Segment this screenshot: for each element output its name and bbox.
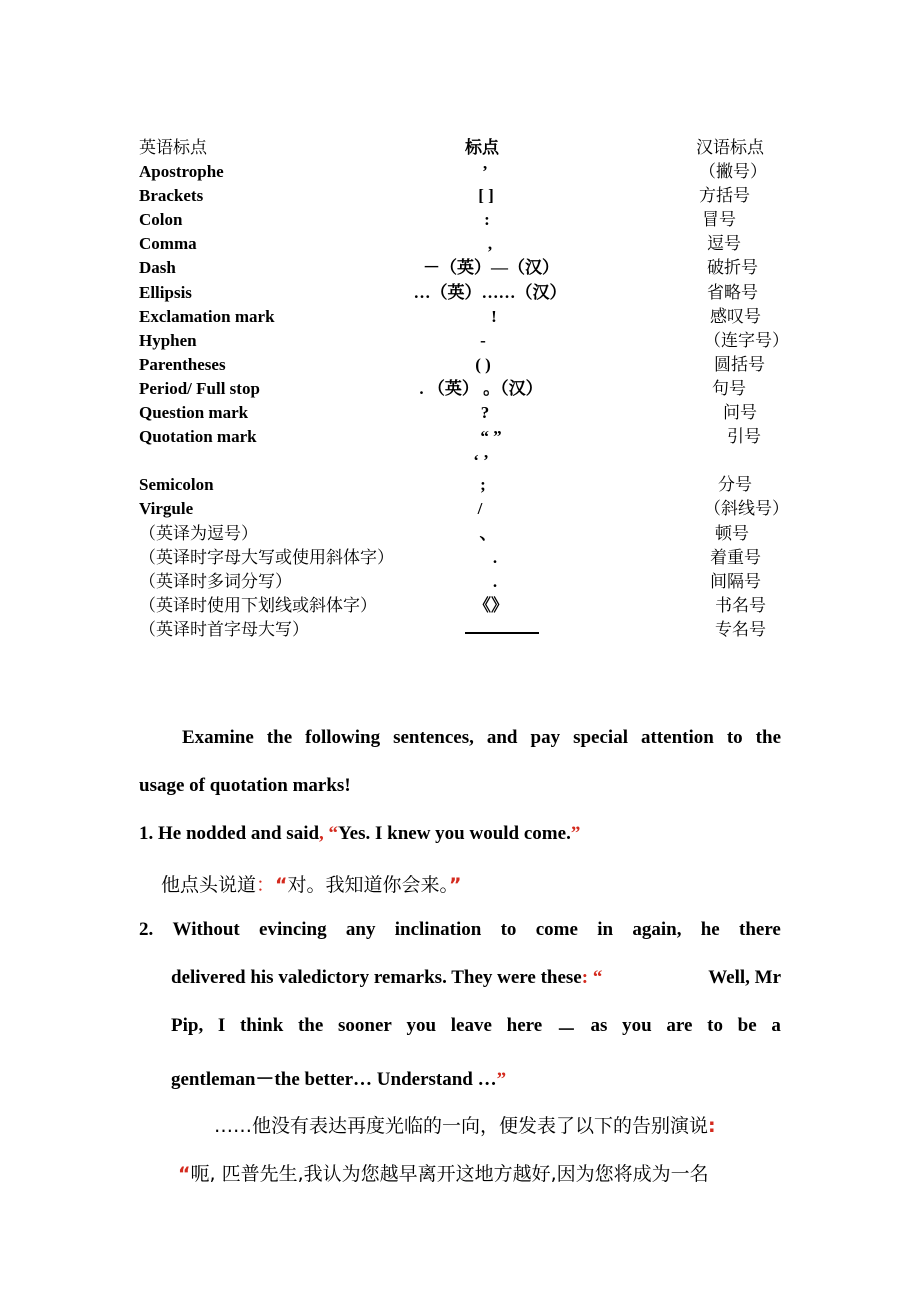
row-chinese: 引号 — [727, 427, 761, 447]
word: as — [590, 1015, 608, 1036]
word: leave — [450, 1015, 492, 1036]
table-row — [139, 281, 799, 305]
row-mark: －（英）—（汉） — [423, 258, 559, 278]
row-chinese: 圆括号 — [714, 354, 765, 374]
row-english: Semicolon — [139, 475, 214, 495]
row-mark: . — [492, 571, 498, 591]
header-mark: 标点 — [465, 138, 499, 157]
word: any — [345, 919, 376, 940]
example-2-open-quote: “ — [588, 967, 603, 988]
row-mark: ? — [480, 403, 490, 423]
row-chinese: 分号 — [718, 475, 752, 495]
word: you — [406, 1015, 437, 1036]
example-1-close-quote: ” — [570, 823, 581, 844]
row-english: Period/ Full stop — [139, 378, 260, 398]
row-chinese: 冒号 — [702, 210, 736, 230]
row-english: （英译时字母大写或使用斜体字） — [139, 547, 394, 567]
table-row — [139, 305, 799, 329]
row-mark: 、 — [479, 523, 497, 543]
example-1-zh-open-quote: “ — [275, 874, 288, 896]
table-row — [139, 184, 799, 208]
header-english: 英语标点 — [139, 138, 207, 157]
example-1-zh-lead: 他点头说道 — [161, 874, 257, 896]
table-row — [139, 425, 799, 449]
table-row — [139, 449, 799, 473]
table-row — [139, 208, 799, 232]
table-header — [139, 136, 799, 160]
row-mark: . （英） 。（汉） — [419, 378, 543, 398]
table-row — [139, 160, 799, 184]
word: to — [500, 919, 517, 940]
example-1-zh-close-quote: ” — [449, 874, 462, 896]
underline-mark — [465, 618, 539, 642]
row-english: Exclamation mark — [139, 306, 275, 326]
row-english: Colon — [139, 210, 183, 230]
row-english: Ellipsis — [139, 282, 192, 302]
row-mark: , — [487, 234, 493, 254]
word: a — [771, 1015, 781, 1036]
example-1-comma: , — [319, 823, 324, 844]
row-chinese: 破折号 — [707, 258, 758, 278]
table-row — [139, 570, 799, 594]
table-row — [139, 353, 799, 377]
intro-line-1: Examine the following sentences, and pay special attention to the — [182, 727, 781, 748]
table-row — [139, 522, 799, 546]
row-chinese: 间隔号 — [710, 571, 761, 591]
row-english: Parentheses — [139, 354, 226, 374]
row-english: Comma — [139, 234, 197, 254]
word: inclination — [394, 919, 482, 940]
row-mark: - — [480, 330, 486, 350]
word: here — [506, 1015, 543, 1036]
example-1-lead: 1. He nodded and said — [139, 823, 320, 844]
table-row — [139, 497, 799, 521]
example-1-english — [139, 823, 580, 845]
row-english: Brackets — [139, 186, 204, 206]
row-english: Question mark — [139, 403, 249, 423]
example-2-line-4 — [171, 1064, 506, 1091]
example-2-chinese-line-2 — [178, 1159, 709, 1186]
punctuation-table — [139, 136, 799, 642]
word: I — [217, 1015, 226, 1036]
example-2-line-3 — [171, 1015, 781, 1042]
row-chinese: 感叹号 — [710, 306, 761, 326]
row-chinese: 专名号 — [715, 619, 766, 639]
table-row — [139, 256, 799, 280]
row-mark: 《》 — [474, 595, 508, 615]
row-mark: / — [477, 499, 483, 519]
word: be — [737, 1015, 757, 1036]
row-english: （英译为逗号） — [139, 523, 258, 543]
row-mark: “ ” — [480, 427, 502, 447]
row-chinese: 省略号 — [707, 282, 758, 302]
table-row — [139, 594, 799, 618]
row-english: Virgule — [139, 499, 194, 519]
table-row — [139, 329, 799, 353]
word: there — [739, 919, 781, 940]
word: think — [239, 1015, 284, 1036]
word: Pip, — [171, 1015, 204, 1036]
row-english: （英译时使用下划线或斜体字） — [139, 595, 377, 615]
header-chinese: 汉语标点 — [696, 138, 764, 157]
example-1-open-quote: “ — [323, 823, 339, 844]
example-2-zh-open-quote: “ — [178, 1163, 191, 1185]
example-1-chinese — [161, 870, 462, 897]
row-english: Quotation mark — [139, 427, 257, 447]
row-chinese: （斜线号） — [704, 499, 789, 519]
word: again, — [632, 919, 682, 940]
row-english: （英译时多词分写） — [139, 571, 292, 591]
word: － — [556, 1020, 576, 1041]
example-2-zh-colon: : — [708, 1115, 716, 1137]
row-mark: ; — [480, 475, 486, 495]
word: to — [707, 1015, 723, 1036]
example-2-line-2-text: delivered his valedictory remarks. They were these — [171, 967, 582, 988]
example-2-zh-text-2: 呃, 匹普先生,我认为您越早离开这地方越好,因为您将成为一名 — [190, 1163, 709, 1185]
table-row — [139, 618, 799, 642]
row-mark: ’ — [482, 162, 488, 182]
row-chinese: 书名号 — [715, 595, 766, 615]
row-chinese: 句号 — [712, 378, 746, 398]
word: in — [597, 919, 614, 940]
intro-line-2: usage of quotation marks! — [139, 775, 351, 796]
table-row — [139, 377, 799, 401]
row-chinese: 问号 — [723, 403, 757, 423]
example-2-line-2-body — [171, 967, 602, 989]
word: the — [297, 1015, 324, 1036]
row-mark: [ ] — [478, 186, 494, 206]
word: 2. — [139, 919, 154, 940]
example-2-close-quote: ” — [496, 1069, 507, 1090]
row-english: Apostrophe — [139, 162, 224, 182]
example-2-chinese-line-1 — [214, 1111, 716, 1138]
example-1-zh-quote: 对。我知道你会来。 — [287, 874, 450, 896]
example-2-line-2 — [171, 967, 781, 989]
row-mark: …（英）……（汉） — [413, 282, 567, 302]
row-chinese: 着重号 — [710, 547, 761, 567]
example-2-line-4-text: gentleman－the better… Understand … — [171, 1069, 497, 1090]
example-2-zh-text: ……他没有表达再度光临的一向，便发表了以下的告别演说 — [214, 1115, 709, 1137]
example-2-line-1 — [139, 919, 781, 941]
row-mark: . — [492, 547, 498, 567]
row-mark: ( ) — [475, 354, 491, 374]
row-chinese: 逗号 — [707, 234, 741, 254]
row-mark: ‘ ’ — [473, 451, 489, 471]
example-2-colon: : — [581, 967, 589, 988]
table-row — [139, 232, 799, 256]
example-1-zh-colon: ： — [256, 874, 276, 896]
row-english: Dash — [139, 258, 176, 278]
row-chinese: （连字号） — [704, 330, 789, 350]
row-english: Hyphen — [139, 330, 197, 350]
row-chinese: 顿号 — [715, 523, 749, 543]
word: you — [622, 1015, 652, 1036]
word: sooner — [338, 1015, 392, 1036]
word: Without — [172, 919, 240, 940]
row-mark: ! — [491, 306, 497, 326]
word: are — [666, 1015, 693, 1036]
table-row — [139, 473, 799, 497]
table-row — [139, 546, 799, 570]
word: evincing — [259, 919, 327, 940]
word: come — [535, 919, 578, 940]
example-2-line-2-end: Well, Mr — [708, 967, 781, 988]
word: he — [700, 919, 720, 940]
row-chinese: （撇号） — [699, 162, 767, 182]
row-english: （英译时首字母大写） — [139, 619, 309, 639]
table-row — [139, 401, 799, 425]
row-mark: : — [484, 210, 490, 230]
example-1-quote-text: Yes. I knew you would come. — [338, 823, 571, 844]
row-chinese: 方括号 — [699, 186, 750, 206]
